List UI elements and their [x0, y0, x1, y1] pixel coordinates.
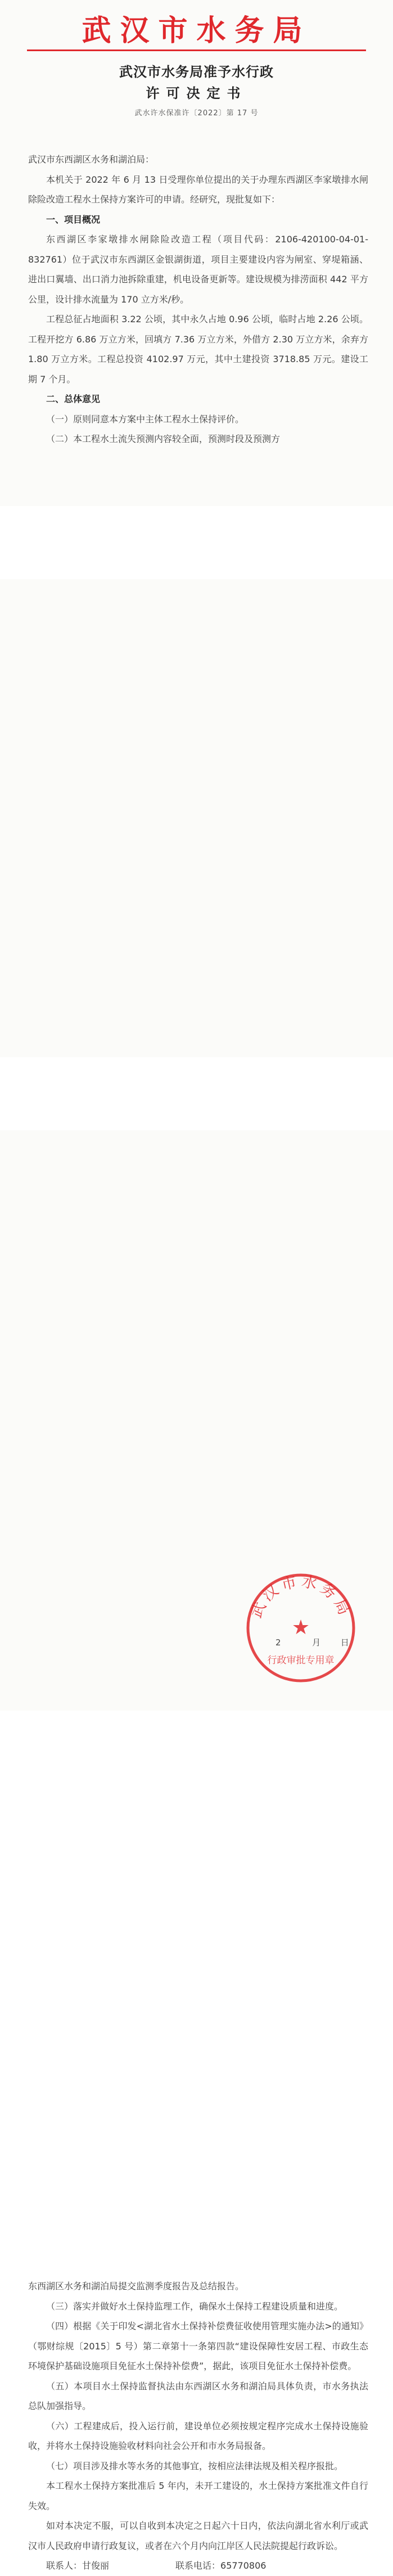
page-1-body	[28, 150, 368, 449]
seal-bottom-text: 行政审批专用章	[267, 1655, 335, 1666]
issue-date-day: 日	[340, 1637, 349, 1648]
opening-paragraph: 本机关于 2022 年 6 月 13 日受理你单位提出的关于办理东西湖区李家墩排水闸除险改造工程水土保持方案许可的申请。经研究，现批复如下：	[28, 174, 368, 205]
document-number: 武水许水保准许〔2022〕第 17 号	[134, 109, 259, 118]
appeal-paragraph: 如对本决定不服，可以自收到本决定之日起六十日内，依法向湖北省水利厅或武汉市人民政府申请行政复议，或者在六个月内向江岸区人民法院提起行政诉讼。	[28, 2520, 368, 2551]
requirement-item-4: （四）根据《关于印发<湖北省水土保持补偿费征收使用管理实施办法>的通知》（鄂财综规〔2015〕5 号）第二章第十一条第四款“建设保障性安居工程、市政生态环境保护基础设施项目免征水土保持补偿费”，据此，该项目免征水土保持补偿费。	[28, 2321, 368, 2371]
issue-date-year: 2	[275, 1637, 281, 1648]
opinion-item-2-part-1: （二）本工程水土流失预测内容较全面，预测时段及预测方	[46, 434, 281, 444]
seal-star-icon: ★	[291, 1616, 310, 1639]
official-seal	[242, 1569, 360, 1687]
document-title-line-2: 许可决定书	[146, 85, 247, 101]
page-gap-1	[0, 506, 393, 579]
requirement-item-6: （六）工程建成后，投入运行前，建设单位必须按规定程序完成水土保持设施验收，并将水土保持设施验收材料向社会公开和市水务局报备。	[28, 2420, 368, 2451]
document-title-line-1: 武汉市水务局准予水行政	[119, 64, 274, 80]
overview-paragraph-2: 工程总征占地面积 3.22 公顷，其中永久占地 0.96 公顷，临时占地 2.26 公顷。工程开挖方 6.86 万立方米，回填方 7.36 万立方米，外借方 2.30 万立方米，余弃方 1.80 万立方米。工程总投资 4102.97 万元，其中土建投资 3718.85 万元。建设工期 7 个月。	[28, 314, 368, 385]
overview-paragraph-1: 东西湖区李家墩排水闸除险改造工程（项目代码：2106-420100-04-01-832761）位于武汉市东西湖区金银湖街道，项目主要建设内容为闸室、穿堤箱涵、进出口翼墙、出口消力池拆除重建，机电设备更新等。建设规模为排涝面积 442 平方公里，设计排水流量为 170 立方米/秒。	[28, 234, 368, 305]
issue-date	[275, 1636, 349, 1648]
opinion-item-1: （一）原则同意本方案中主体工程水土保持评价。	[46, 413, 245, 425]
page-sheet-2	[0, 579, 393, 1057]
page-sheet-3	[0, 1130, 393, 2571]
contact-person: 联系人：甘俊丽	[46, 2560, 110, 2571]
issue-date-month: 月	[312, 1637, 321, 1648]
addressee: 武汉市东西湖区水务和湖泊局：	[28, 154, 155, 165]
contact-line	[28, 2556, 368, 2576]
page-gap-2	[0, 1057, 393, 1130]
section-heading-overview: 一、项目概况	[46, 214, 101, 225]
contact-phone: 联系电话：65770806	[175, 2560, 266, 2571]
validity-paragraph: 本工程水土保持方案批准后 5 年内，未开工建设的，水土保持方案批准文件自行失效。	[28, 2480, 368, 2511]
requirement-item-7: （七）项目涉及排水等水务的其他事宜，按相应法律法规及相关程序报批。	[46, 2460, 344, 2471]
letterhead-divider	[27, 49, 366, 51]
requirement-item-5: （五）本项目水土保持监督执法由东西湖区水务和湖泊局具体负责，市水务执法总队加强指导。	[28, 2380, 368, 2411]
seal-top-text: 武汉市水务局	[247, 1572, 354, 1621]
section-heading-opinions: 二、总体意见	[46, 394, 101, 404]
letterhead-agency: 武汉市水务局	[82, 13, 311, 48]
page-3-body	[28, 2276, 368, 2576]
page-sheet-1	[0, 0, 393, 506]
requirement-item-3: （三）落实并做好水土保持监理工作，确保水土保持工程建设质量和进度。	[46, 2300, 344, 2312]
requirement-item-2-part-2: 东西湖区水务和湖泊局提交监测季度报告及总结报告。	[28, 2281, 245, 2291]
